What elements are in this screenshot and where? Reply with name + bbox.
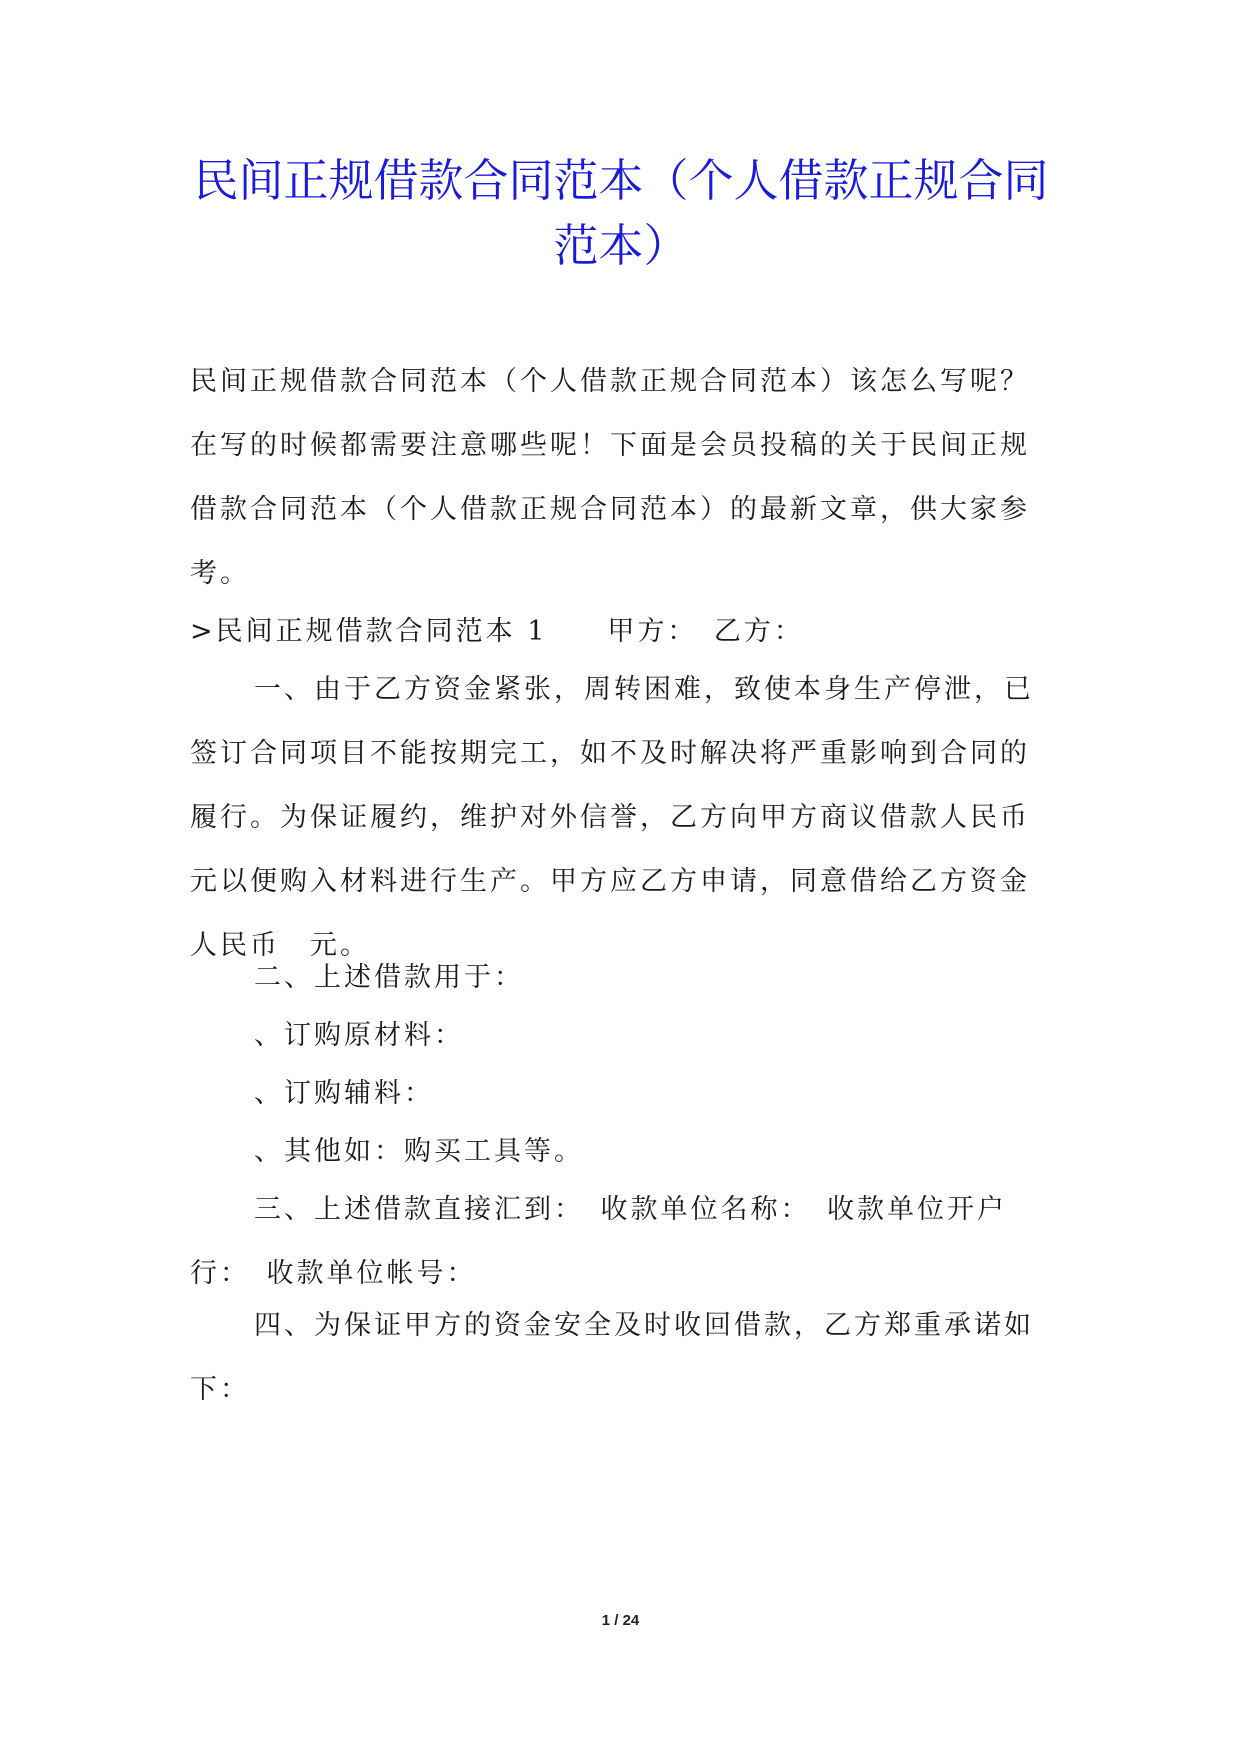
- clause-4-paragraph: 四、为保证甲方的资金安全及时收回借款，乙方郑重承诺如下：: [190, 1310, 1034, 1405]
- section-heading: >民间正规借款合同范本 1 甲方： 乙方：: [190, 616, 804, 647]
- list-item-auxiliary-materials: 、订购辅料：: [254, 1078, 434, 1109]
- intro-paragraph: 民间正规借款合同范本（个人借款正规合同范本）该怎么写呢？在写的时候都需要注意哪些呢！下面是会员投稿的关于民间正规借款合同范本（个人借款正规合同范本）的最新文章，供大家参考。: [190, 366, 1030, 589]
- clause-3-paragraph: 三、上述借款直接汇到： 收款单位名称： 收款单位开户行： 收款单位帐号：: [190, 1194, 1007, 1289]
- clause-1-paragraph: 一、由于乙方资金紧张，周转困难，致使本身生产停泄，已签订合同项目不能按期完工，如不及时解决将严重影响到合同的履行。为保证履约，维护对外信誉，乙方向甲方商议借款人民币 元以便购入材料进行生产。甲方应乙方申请，同意借给乙方资金人民币 元。: [190, 674, 1060, 961]
- list-item-raw-materials: 、订购原材料：: [254, 1020, 464, 1051]
- document-title: 民间正规借款合同范本（个人借款正规合同范本）: [193, 154, 1049, 272]
- page-number: 1 / 24: [601, 1612, 640, 1629]
- list-item-other: 、其他如：购买工具等。: [254, 1136, 584, 1167]
- clause-2-heading: 二、上述借款用于：: [254, 962, 524, 993]
